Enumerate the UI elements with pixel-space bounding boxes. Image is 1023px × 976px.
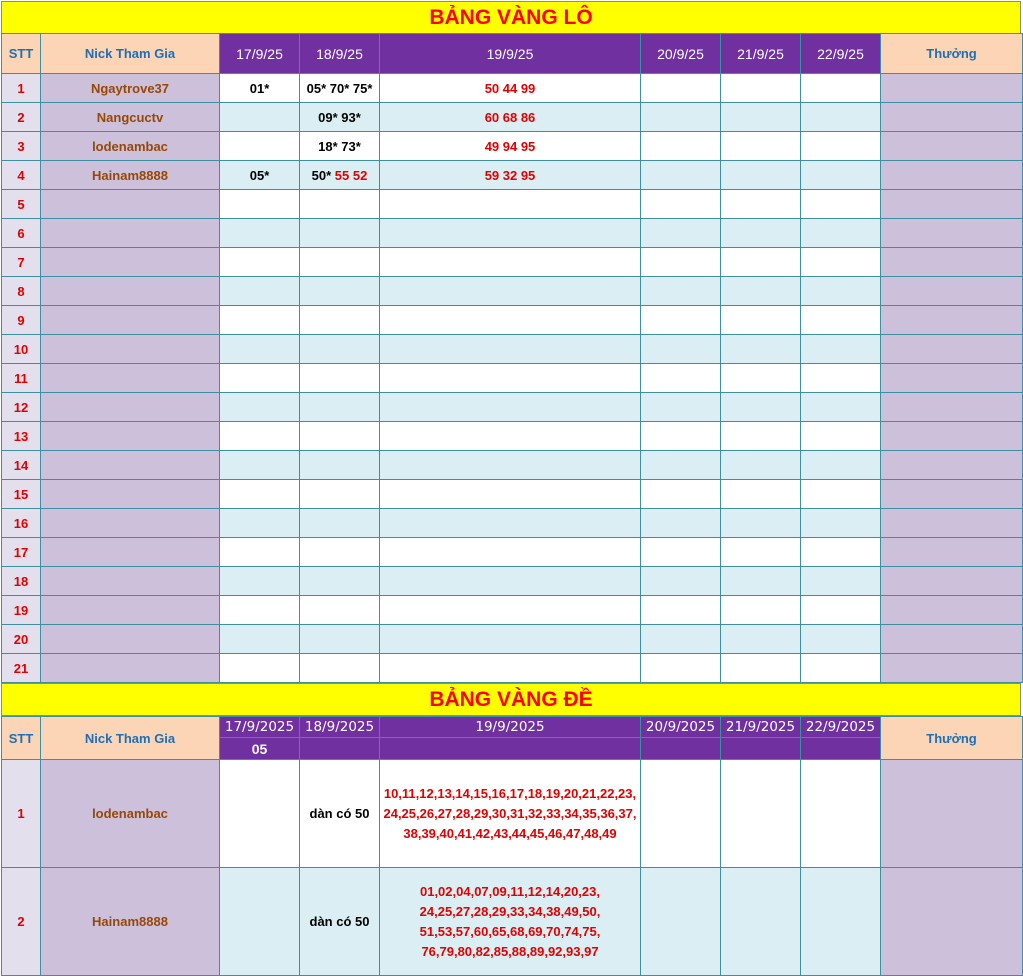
lo-row-cell-date-1[interactable] [220,393,300,422]
lo-table-row [2,306,1023,335]
lo-row-cell-date-2[interactable] [300,654,380,683]
de-header-date-6: 22/9/2025 [801,717,881,738]
lo-row-cell-date-5[interactable] [721,567,801,596]
lo-cell-numbers-star: 05* 70* 75* [306,80,373,96]
de-header-date-2: 18/9/2025 [300,717,380,738]
lo-row-cell-date-5[interactable] [721,335,801,364]
lo-row-cell-date-3[interactable]: 49 94 95 [380,132,641,161]
lo-row-cell-date-5[interactable] [721,277,801,306]
lo-row-cell-date-2[interactable] [300,625,380,654]
lo-row-cell-date-5[interactable] [721,393,801,422]
de-number-line: 10,11,12,13,14,15,16,17,18,19,20,21,22,23, [383,785,637,801]
lo-row-cell-date-5[interactable] [721,103,801,132]
de-result-6 [801,738,881,760]
de-row-cell-date-4[interactable] [641,760,721,868]
lo-row-cell-date-2[interactable] [300,451,380,480]
lo-row-cell-date-1[interactable] [220,190,300,219]
de-row-cell-date-6[interactable] [801,868,881,976]
lo-row-cell-date-5[interactable] [721,248,801,277]
lo-row-cell-date-6[interactable] [801,451,881,480]
lo-row-cell-date-6[interactable] [801,277,881,306]
lo-row-cell-date-6[interactable] [801,335,881,364]
lo-cell-numbers-star: 18* 73* [318,138,361,154]
lo-row-cell-date-3[interactable] [380,509,641,538]
lo-row-nick [41,509,220,538]
lo-row-nick [41,654,220,683]
lo-header-date-1: 17/9/25 [220,34,300,74]
lo-header-date-4: 20/9/25 [641,34,721,74]
lo-row-thuong [881,190,1023,219]
lo-row-thuong [881,422,1023,451]
lo-row-cell-date-4[interactable] [641,277,721,306]
lo-table-row [2,654,1023,683]
lo-row-cell-date-2[interactable] [300,422,380,451]
lo-row-cell-date-3[interactable] [380,654,641,683]
lo-row-cell-date-4[interactable] [641,509,721,538]
lo-row-cell-date-2[interactable] [300,538,380,567]
lo-row-cell-date-5[interactable] [721,161,801,190]
lo-header-nick: Nick Tham Gia [41,34,220,74]
lo-header-stt: STT [2,34,41,74]
lo-row-cell-date-1[interactable] [220,625,300,654]
lo-row-cell-date-1[interactable] [220,596,300,625]
lo-table-row [2,248,1023,277]
de-header-nick: Nick Tham Gia [41,717,220,760]
lo-table-row [2,509,1023,538]
lo-row-cell-date-3[interactable]: 59 32 95 [380,161,641,190]
lo-row-thuong [881,335,1023,364]
lo-row-cell-date-5[interactable] [721,451,801,480]
lo-cell-numbers-plain: 55 52 [334,167,368,183]
lo-row-cell-date-6[interactable] [801,103,881,132]
lo-row-cell-date-3[interactable]: 60 68 86 [380,103,641,132]
lo-table-row [2,422,1023,451]
lo-row-cell-date-6[interactable] [801,509,881,538]
lo-row-cell-date-1[interactable] [220,480,300,509]
lo-table-row [2,451,1023,480]
lo-row-stt: 15 [2,480,41,509]
de-header-date-3: 19/9/2025 [380,717,641,738]
lo-row-stt: 1 [2,74,41,103]
lo-row-cell-date-4[interactable] [641,451,721,480]
lo-table-row [2,567,1023,596]
lo-row-cell-date-1[interactable] [220,248,300,277]
lo-row-cell-date-6[interactable] [801,538,881,567]
lo-row-cell-date-5[interactable] [721,74,801,103]
lo-row-thuong [881,306,1023,335]
lo-header-date-3: 19/9/25 [380,34,641,74]
lo-row-cell-date-3[interactable] [380,393,641,422]
lo-table-row [2,596,1023,625]
de-table-row [2,760,1023,868]
lo-row-cell-date-6[interactable] [801,364,881,393]
lo-row-nick [41,277,220,306]
lo-row-cell-date-5[interactable] [721,538,801,567]
de-result-4 [641,738,721,760]
lo-row-cell-date-5[interactable] [721,306,801,335]
lo-row-cell-date-5[interactable] [721,422,801,451]
lo-table-row [2,132,1023,161]
lo-row-cell-date-2[interactable] [300,219,380,248]
lo-row-thuong [881,103,1023,132]
lo-row-stt: 7 [2,248,41,277]
lo-row-cell-date-6[interactable] [801,132,881,161]
lo-row-cell-date-3[interactable] [380,219,641,248]
lo-row-thuong [881,74,1023,103]
de-row-cell-date-3[interactable] [380,760,641,868]
lo-row-cell-date-4[interactable] [641,654,721,683]
lo-table-row [2,364,1023,393]
lo-row-cell-date-5[interactable] [721,654,801,683]
lo-row-stt: 12 [2,393,41,422]
lo-row-cell-date-1[interactable] [220,219,300,248]
lo-table-row [2,538,1023,567]
lo-row-cell-date-1[interactable] [220,538,300,567]
lo-row-stt: 18 [2,567,41,596]
lo-row-stt: 10 [2,335,41,364]
de-header-stt: STT [2,717,41,760]
lo-row-cell-date-4[interactable] [641,74,721,103]
lo-row-nick: lodenambac [41,132,220,161]
de-row-cell-date-1[interactable] [220,760,300,868]
lo-row-stt: 5 [2,190,41,219]
lo-row-thuong [881,538,1023,567]
lo-row-cell-date-3[interactable] [380,335,641,364]
lo-row-nick [41,219,220,248]
de-result-1: 05 [220,738,300,760]
de-table [1,716,1023,976]
de-header-thuong: Thưởng [881,717,1023,760]
lo-table-row [2,103,1023,132]
lo-row-cell-date-2[interactable] [300,567,380,596]
lo-row-cell-date-4[interactable] [641,364,721,393]
lo-row-cell-date-4[interactable] [641,538,721,567]
lo-row-thuong [881,277,1023,306]
lo-row-nick [41,393,220,422]
lo-row-cell-date-2[interactable] [300,306,380,335]
de-row-cell-date-1[interactable] [220,868,300,976]
de-row-cell-date-5[interactable] [721,760,801,868]
lo-row-nick: Hainam8888 [41,161,220,190]
lo-row-cell-date-2[interactable] [300,74,380,103]
lo-row-cell-date-2[interactable] [300,364,380,393]
lo-row-cell-date-1[interactable]: 01* [220,74,300,103]
lo-row-nick [41,306,220,335]
lo-row-cell-date-2[interactable] [300,335,380,364]
lo-header-thuong: Thưởng [881,34,1023,74]
lo-row-cell-date-4[interactable] [641,480,721,509]
lo-row-cell-date-4[interactable] [641,103,721,132]
lo-row-cell-date-2[interactable] [300,393,380,422]
lo-row-cell-date-4[interactable] [641,132,721,161]
lo-header-date-2: 18/9/25 [300,34,380,74]
lo-row-cell-date-3[interactable] [380,306,641,335]
lo-row-thuong [881,393,1023,422]
lo-row-cell-date-1[interactable] [220,335,300,364]
lo-row-cell-date-5[interactable] [721,596,801,625]
lo-row-cell-date-5[interactable] [721,132,801,161]
de-row-cell-date-2[interactable]: dàn có 50 [300,760,380,868]
lo-row-nick [41,248,220,277]
de-table-row [2,868,1023,976]
lo-row-cell-date-1[interactable] [220,509,300,538]
de-row-cell-date-3[interactable] [380,868,641,976]
de-number-line: 24,25,26,27,28,29,30,31,32,33,34,35,36,37, [383,805,637,821]
lo-row-stt: 19 [2,596,41,625]
de-row-stt: 1 [2,760,41,868]
lo-row-cell-date-3[interactable] [380,422,641,451]
lo-row-nick [41,364,220,393]
lo-row-thuong [881,219,1023,248]
lo-row-thuong [881,509,1023,538]
lo-row-nick [41,190,220,219]
lo-row-cell-date-3[interactable] [380,277,641,306]
de-row-thuong [881,760,1023,868]
lo-row-cell-date-1[interactable] [220,103,300,132]
de-row-cell-date-4[interactable] [641,868,721,976]
lo-row-cell-date-2[interactable] [300,480,380,509]
lo-row-cell-date-5[interactable] [721,509,801,538]
lo-row-cell-date-3[interactable] [380,364,641,393]
de-number-line: 51,53,57,60,65,68,69,70,74,75, [419,923,601,939]
lo-row-cell-date-2[interactable] [300,509,380,538]
lo-row-cell-date-3[interactable] [380,538,641,567]
lo-row-thuong [881,364,1023,393]
lo-row-cell-date-6[interactable] [801,567,881,596]
lo-row-cell-date-5[interactable] [721,480,801,509]
lo-row-cell-date-4[interactable] [641,161,721,190]
de-row-nick: Hainam8888 [41,868,220,976]
lo-row-nick [41,625,220,654]
lo-row-cell-date-3[interactable] [380,596,641,625]
lo-header-date-6: 22/9/25 [801,34,881,74]
lo-row-stt: 3 [2,132,41,161]
lo-row-cell-date-5[interactable] [721,190,801,219]
lo-row-cell-date-6[interactable] [801,306,881,335]
lo-row-cell-date-4[interactable] [641,625,721,654]
lo-row-cell-date-1[interactable] [220,306,300,335]
de-header-row [2,717,1023,738]
lo-row-cell-date-5[interactable] [721,364,801,393]
de-number-line: 76,79,80,82,85,88,89,92,93,97 [421,943,599,959]
lo-row-cell-date-3[interactable] [380,625,641,654]
de-result-3 [380,738,641,760]
lo-row-cell-date-1[interactable] [220,654,300,683]
lo-row-cell-date-4[interactable] [641,248,721,277]
lo-table-row [2,393,1023,422]
lo-row-cell-date-4[interactable] [641,190,721,219]
lo-row-thuong [881,451,1023,480]
lo-row-nick [41,335,220,364]
lo-header-row [2,34,1023,74]
de-row-nick: lodenambac [41,760,220,868]
lo-row-nick [41,596,220,625]
lo-row-cell-date-4[interactable] [641,306,721,335]
lo-row-nick: Ngaytrove37 [41,74,220,103]
lo-row-nick [41,422,220,451]
lo-row-cell-date-5[interactable] [721,625,801,654]
lo-row-thuong [881,480,1023,509]
lo-row-cell-date-3[interactable]: 50 44 99 [380,74,641,103]
lo-row-cell-date-1[interactable] [220,567,300,596]
lo-row-cell-date-6[interactable] [801,654,881,683]
lo-row-cell-date-6[interactable] [801,161,881,190]
lo-row-cell-date-6[interactable] [801,248,881,277]
de-result-2 [300,738,380,760]
lo-row-nick: Nangcuctv [41,103,220,132]
lo-row-thuong [881,161,1023,190]
lo-row-cell-date-6[interactable] [801,625,881,654]
lo-table-row [2,161,1023,190]
lo-row-cell-date-3[interactable] [380,248,641,277]
lo-row-nick [41,567,220,596]
lo-row-nick [41,451,220,480]
lo-table-row [2,625,1023,654]
lo-row-cell-date-6[interactable] [801,393,881,422]
lo-row-nick [41,538,220,567]
de-row-thuong [881,868,1023,976]
lo-row-cell-date-3[interactable] [380,567,641,596]
lo-row-thuong [881,248,1023,277]
lo-row-thuong [881,567,1023,596]
lo-row-cell-date-5[interactable] [721,219,801,248]
lo-row-cell-date-4[interactable] [641,422,721,451]
de-row-stt: 2 [2,868,41,976]
lo-row-cell-date-6[interactable] [801,190,881,219]
lo-row-cell-date-3[interactable] [380,190,641,219]
lo-table [1,33,1023,683]
de-header-date-4: 20/9/2025 [641,717,721,738]
lo-table-title: BẢNG VÀNG LÔ [1,1,1021,34]
de-row-cell-date-6[interactable] [801,760,881,868]
lo-cell-numbers-star: 50* [311,167,332,183]
lo-row-nick [41,480,220,509]
lo-row-stt: 16 [2,509,41,538]
de-number-line: 38,39,40,41,42,43,44,45,46,47,48,49 [403,825,617,841]
lo-row-thuong [881,654,1023,683]
lo-row-stt: 9 [2,306,41,335]
lo-row-stt: 20 [2,625,41,654]
de-table-title: BẢNG VÀNG ĐỀ [1,683,1021,716]
lo-row-stt: 8 [2,277,41,306]
lo-table-row [2,219,1023,248]
lo-header-date-5: 21/9/25 [721,34,801,74]
lo-row-cell-date-6[interactable] [801,480,881,509]
lo-row-cell-date-4[interactable] [641,596,721,625]
lo-table-row [2,74,1023,103]
lo-table-row [2,480,1023,509]
lo-row-cell-date-1[interactable] [220,451,300,480]
lo-row-cell-date-3[interactable] [380,480,641,509]
lo-row-stt: 2 [2,103,41,132]
lo-row-cell-date-2[interactable] [300,103,380,132]
lo-row-thuong [881,596,1023,625]
lo-row-stt: 11 [2,364,41,393]
lo-row-thuong [881,625,1023,654]
lo-cell-numbers-star: 09* 93* [318,109,361,125]
lo-table-row [2,277,1023,306]
lo-row-stt: 21 [2,654,41,683]
de-header-date-5: 21/9/2025 [721,717,801,738]
lo-row-stt: 6 [2,219,41,248]
lo-row-stt: 14 [2,451,41,480]
lo-row-cell-date-4[interactable] [641,219,721,248]
lo-row-cell-date-2[interactable] [300,248,380,277]
lo-table-row [2,335,1023,364]
lo-row-stt: 17 [2,538,41,567]
de-result-5 [721,738,801,760]
de-row-cell-date-5[interactable] [721,868,801,976]
lo-row-cell-date-2[interactable] [300,132,380,161]
lo-row-stt: 13 [2,422,41,451]
de-row-cell-date-2[interactable]: dàn có 50 [300,868,380,976]
lo-row-cell-date-1[interactable]: 05* [220,161,300,190]
lo-row-cell-date-6[interactable] [801,422,881,451]
lo-table-row [2,190,1023,219]
lo-row-cell-date-1[interactable] [220,277,300,306]
lo-row-cell-date-2[interactable] [300,596,380,625]
lo-row-cell-date-3[interactable] [380,451,641,480]
de-number-line: 01,02,04,07,09,11,12,14,20,23, [419,883,600,899]
lo-row-cell-date-1[interactable] [220,364,300,393]
lo-row-cell-date-4[interactable] [641,567,721,596]
lo-row-cell-date-2[interactable] [300,161,380,190]
de-header-date-1: 17/9/2025 [220,717,300,738]
lo-row-cell-date-1[interactable] [220,132,300,161]
lo-row-cell-date-4[interactable] [641,335,721,364]
lo-row-cell-date-6[interactable] [801,596,881,625]
lo-row-cell-date-6[interactable] [801,219,881,248]
lo-row-stt: 4 [2,161,41,190]
de-number-line: 24,25,27,28,29,33,34,38,49,50, [419,903,601,919]
lo-row-cell-date-1[interactable] [220,422,300,451]
lo-row-cell-date-6[interactable] [801,74,881,103]
lo-row-thuong [881,132,1023,161]
lo-row-cell-date-4[interactable] [641,393,721,422]
lo-row-cell-date-2[interactable] [300,190,380,219]
lo-row-cell-date-2[interactable] [300,277,380,306]
